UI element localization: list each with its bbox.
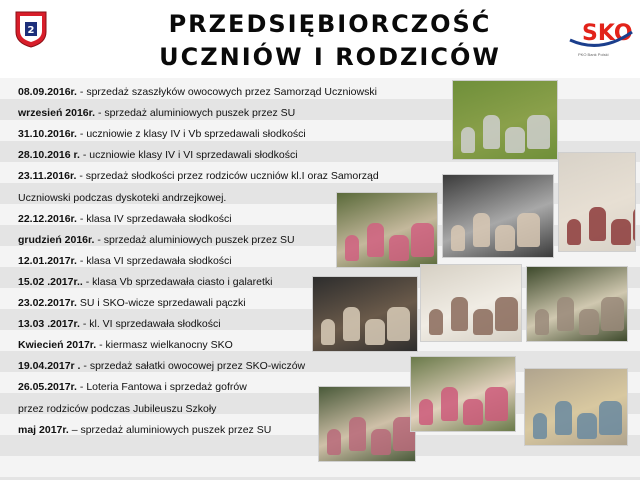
photo-cafeteria-sale	[312, 276, 418, 352]
entry-text: - klasa IV sprzedawała słodkości	[76, 212, 232, 225]
entry-line	[18, 170, 379, 182]
photo-sweets-table-left	[558, 152, 636, 252]
photo-figure	[345, 235, 359, 261]
entry-line	[18, 86, 377, 98]
photo-sweets-table-center	[442, 174, 554, 258]
entry-date: 26.05.2017r.	[18, 381, 77, 394]
entry-line	[18, 149, 298, 161]
photo-easter-eggs	[524, 368, 628, 446]
entry-line	[18, 297, 246, 309]
photo-figure	[419, 399, 433, 425]
entry-date: 31.10.2016r.	[18, 128, 77, 141]
photo-figure	[557, 297, 574, 331]
photo-figure	[327, 429, 341, 455]
photo-figure	[321, 319, 335, 345]
photo-figure	[473, 213, 490, 247]
entry-line	[18, 339, 233, 351]
photo-figure	[485, 387, 508, 421]
entry-line	[18, 276, 272, 288]
photo-figure	[483, 115, 500, 149]
photo-crowd-stalls	[318, 386, 416, 462]
photo-figure	[463, 399, 483, 425]
entry-line	[18, 234, 295, 246]
entry-text: - sprzedaż sałatki owocowej przez SKO-wiczów	[80, 360, 306, 373]
entry-date: 08.09.2016r.	[18, 86, 77, 98]
entry-date: 13.03 .2017r.	[18, 318, 80, 331]
entry-date: 22.12.2016r.	[18, 212, 77, 225]
entry-line	[18, 192, 226, 204]
photo-figure	[633, 207, 636, 241]
crest-number: 2	[27, 25, 35, 36]
photo-figure	[343, 307, 360, 341]
photo-figure	[599, 401, 622, 435]
photo-kids-with-boxes	[452, 80, 558, 160]
entry-line	[18, 107, 295, 119]
entry-date: grudzień 2016r.	[18, 233, 95, 246]
entry-text: - klasa VI sprzedawała słodkości	[76, 254, 232, 267]
entry-date: 23.02.2017r.	[18, 297, 77, 309]
entry-line	[18, 403, 216, 415]
photo-figure	[495, 297, 518, 331]
photo-figure	[505, 127, 525, 153]
entry-line	[18, 424, 271, 436]
school-crest-icon	[14, 10, 48, 48]
entry-text: - kl. VI sprzedawała słodkości	[79, 318, 221, 331]
entry-date: wrzesień 2016r.	[18, 107, 96, 120]
photo-figure	[517, 213, 540, 247]
photo-figure	[451, 225, 465, 251]
sko-subtitle: PKO Bank Polski	[578, 52, 609, 57]
photo-parents-selling	[336, 192, 438, 268]
photo-figure	[389, 235, 409, 261]
entry-date: maj 2017r.	[18, 423, 69, 436]
photo-figure	[451, 297, 468, 331]
photo-figure	[533, 413, 547, 439]
entry-text: - sprzedaż aluminiowych puszek przez SU	[94, 233, 295, 246]
page-title-line1: PRZEDSIĘBIORCZOŚĆ	[168, 10, 492, 38]
photo-bake-sale-group	[410, 356, 516, 432]
entry-text: - sprzedaż szaszłyków owocowych przez Samorząd Uczniowski	[76, 86, 377, 98]
photo-figure	[601, 297, 624, 331]
photo-figure	[473, 309, 493, 335]
photo-figure	[555, 401, 572, 435]
photo-figure	[495, 225, 515, 251]
entry-line	[18, 360, 305, 372]
photo-market-stand	[526, 266, 628, 342]
photo-figure	[527, 115, 550, 149]
entry-date: 28.10.2016 r.	[18, 149, 80, 162]
photo-figure	[367, 223, 384, 257]
photo-figure	[441, 387, 458, 421]
entry-text: - sprzedaż aluminiowych puszek przez SU	[95, 107, 296, 120]
entry-line	[18, 128, 306, 140]
entry-text: - Loteria Fantowa i sprzedaż gofrów	[76, 381, 247, 394]
sko-brand: SKO	[582, 21, 633, 46]
photo-figure	[535, 309, 549, 335]
entry-line	[18, 318, 221, 330]
photo-figure	[577, 413, 597, 439]
entry-text: - uczniowie z klasy IV i Vb sprzedawali słodkości	[76, 128, 306, 141]
entry-line	[18, 255, 232, 267]
page-title-line2: UCZNIÓW I RODZICÓW	[159, 43, 501, 71]
photo-figure	[579, 309, 599, 335]
entry-date: 23.11.2016r.	[18, 170, 77, 183]
photo-cakes-table	[420, 264, 522, 342]
photo-figure	[387, 307, 410, 341]
entry-text: Uczniowski podczas dyskoteki andrzejkowej.	[18, 191, 227, 204]
photo-figure	[349, 417, 366, 451]
photo-figure	[365, 319, 385, 345]
photo-figure	[461, 127, 475, 153]
entry-date: 15.02 .2017r..	[18, 275, 83, 288]
photo-figure	[371, 429, 391, 455]
entry-date: Kwiecień 2017r.	[18, 339, 97, 352]
photo-figure	[589, 207, 606, 241]
entry-text: – sprzedaż aluminiowych puszek przez SU	[68, 423, 272, 436]
entry-text: - klasa Vb sprzedawała ciasto i galaretki	[82, 275, 273, 288]
photo-figure	[611, 219, 631, 245]
entry-text: - uczniowie klasy IV i VI sprzedawali słodkości	[79, 149, 298, 162]
entry-line	[18, 381, 247, 393]
entry-line	[18, 213, 232, 225]
entry-text: SU i SKO-wicze sprzedawali pączki	[76, 297, 246, 309]
entry-text: - kiermasz wielkanocny SKO	[96, 339, 233, 352]
photo-figure	[567, 219, 581, 245]
entry-text: - sprzedaż słodkości przez rodziców uczniów kl.I oraz Samorząd	[76, 170, 379, 183]
entry-date: 19.04.2017r .	[18, 360, 81, 373]
entry-text: przez rodziców podczas Jubileuszu Szkoły	[18, 402, 217, 415]
photo-figure	[429, 309, 443, 335]
photo-figure	[411, 223, 434, 257]
entry-date: 12.01.2017r.	[18, 254, 77, 267]
